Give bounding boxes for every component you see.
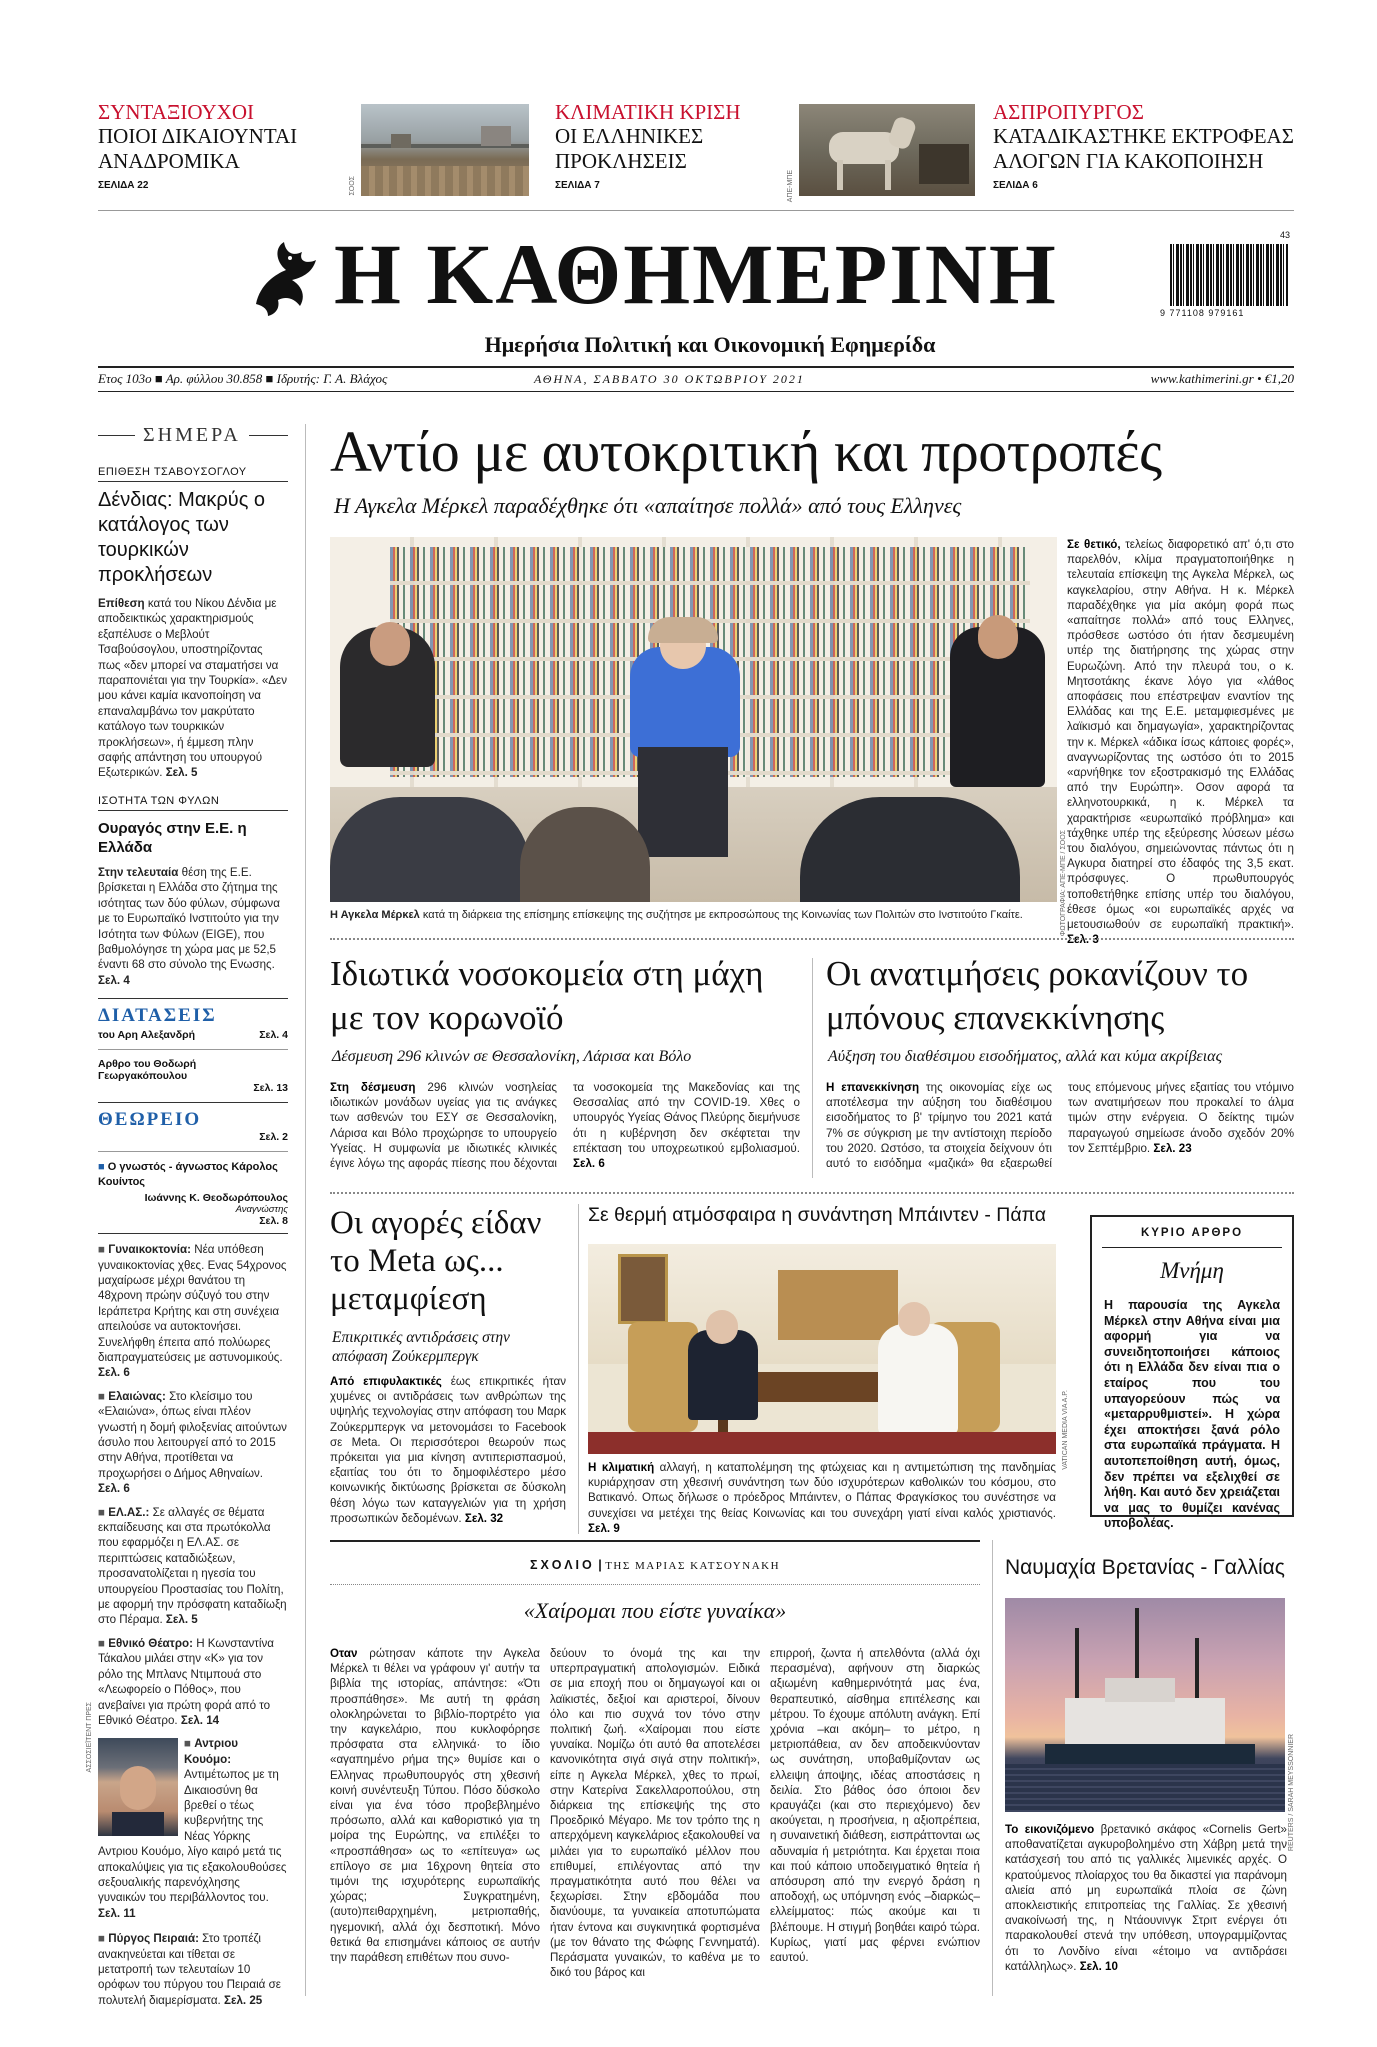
teaser-photo-credit: ΑΠΕ-ΜΠΕ [787,170,794,203]
naval-photo-credit: REUTERS / SARAH MEYSSONNIER [1288,1734,1295,1852]
teaser-kicker: ΑΣΠΡΟΠΥΡΓΟΣ [993,100,1144,124]
brief-item[interactable]: ■ Γυναικοκτονία: Νέα υπόθεση γυναικοκτονίας χθες. Ενας 54χρονος μαχαίρωσε μέχρι θανάτου τη 48χρονη πρώην σύζυγό του στην Ιεράπετρα Κρήτης και στη συνέχεια απειλούσε να αυτοκτονήσει. Συνελήφθη έπειτα από πολύωρες διαπραγματεύσεις με αστυνομικούς. Σελ. 6 [98,1243,287,1380]
column-text-1: Οταν ρώτησαν κάποτε την Αγκελα Μέρκελ τι θέλει να γράφουν γι' αυτήν τα βιβλία της ιστορίας, απάντησε: «Ότι προσπάθησε». Με αυτή τη φράση ολοκληρώνεται το βιβλίο-πορτρέτο για την καγκελάριο, που κυκλοφόρησε πρόσφατα στα ελληνικά· το ίδιο «αγαπημένο ρήμα της» θυμίσε και ο Ελληνας πρωθυπουργός στη χθεσινή κοινή συνέντευξη Τύπου. Πόσο δύσκολο είναι για ένα τόσο προβεβλημένο πρόσωπο, αλλά και καθοριστικό για τη μοίρα της Ευρώπης, να επιλέξει το «προσπάθησα» ως το «επίτευγα» ως επίλογο σε μια 16χρονη θητεία στο τιμόνι της ισχυρότερης ευρωπαϊκής χώρας; Συγκρατημένη, (αυτο)πειθαρχημένη, μετριοπαθής, ηγεμονική, αλλά όχι δεσποτική. Μόνο θετικά θα επισημάνει κάποιος σε αυτήν την παράθεση επιθέτων που συνο- [330,1647,540,1965]
teaser-photo-climate[interactable] [361,104,529,196]
griffin-logo-icon [246,234,324,320]
teaser-headline: ΠΟΙΟΙ ΔΙΚΑΙΟΥΝΤΑΙ ΑΝΑΔΡΟΜΙΚΑ [98,124,298,173]
sidebar-label: ΣΗΜΕΡΑ [98,424,288,448]
teaser-horses[interactable] [993,100,1303,191]
hospitals-text: Στη δέσμευση 296 κλινών νοσηλείας ιδιωτικών μονάδων υγείας για τις ανάγκες των ασθενών του ΕΣΥ σε Θεσσαλονίκη, Λάρισα και Βόλο προχώρησε το υπουργείο Υγείας. Η συμφωνία με ιδιωτικές κλινικές έγινε λόγω της αφοράς πίεσης που δέχονται τα νοσοκομεία της Μακεδονίας και της Θεσσαλίας από την COVID-19. Χθες ο υπουργός Υγείας Θάνος Πλεύρης διεμήνυσε ότι η κυβέρνηση δεν σκέφτεται την επέκταση του υποχρεωτικού εμβολιασμού. Σελ. 6 [330,1081,800,1171]
teaser-kicker: ΚΛΙΜΑΤΙΚΗ ΚΡΙΣΗ [555,100,741,124]
hospitals-deck: Δέσμευση 296 κλινών σε Θεσσαλονίκη, Λάρισα και Βόλο [332,1048,692,1065]
theorio-author: Ιωάννης Κ. Θεοδωρόπουλος [144,1192,288,1205]
teaser-photo-credit: ΣΟΟΣ [349,176,356,196]
lead-photo-caption: Η Αγκελα Μέρκελ κατά τη διάρκεια της επίσημης επίσκεψης της συζήτησε με εκπροσώπους της Κοινωνίας των Πολιτών στο Ινστιτούτο Γκαίτε. [330,909,1023,921]
dotted-divider [330,938,1294,940]
barcode-number: 9 771108 979161 [1160,308,1245,318]
prices-text: Η επανεκκίνηση της οικονομίας είχε ως αποτέλεσμα την αύξηση του διαθέσιμου εισοδήματος το β' τρίμηνο του 2021 κατά 7% σε σύγκριση με την αντίστοιχη περίοδο του 2020. Ωστόσο, τα στοιχεία δείχνουν ότι αυτό το εισόδημα «μαζικά» θα εξαερωθεί τους επόμενους μήνες εξαιτίας του ντόμινο των ανατιμήσεων που προκαλεί το άλμα τιμών στην ενέργεια. Ο δείκτης τιμών παραγωγού σημείωσε άνοδο σχεδόν 20% τον Σεπτέμβριο. Σελ. 23 [826,1081,1294,1171]
divider [98,210,1294,211]
prices-deck: Αύξηση του διαθέσιμου εισοδήματος, αλλά και κύμα ακρίβειας [828,1048,1223,1065]
theorio-page: Σελ. 8 [259,1215,288,1228]
divider [98,366,1294,368]
sidebar-story-body: Στην τελευταία θέση της Ε.Ε. βρίσκεται η Ελλάδα στο ζήτημα της ισότητας των δύο φύλων, σύμφωνα με το Ευρωπαϊκό Ινστιτούτο για την Ισότητα των Φύλων (EIGE), που βαθμολόγησε τη χώρα μας με 52,5 έναντι 68 στο σύνολο της Ενωσης. Σελ. 4 [98,865,280,987]
teaser-page: ΣΕΛΙΔΑ 6 [993,180,1038,191]
column-label: ΣΧΟΛΙΟ | ΤΗΣ ΜΑΡΙΑΣ ΚΑΤΣΟΥΝΑΚΗ [529,1558,781,1572]
brief-item[interactable]: ■ ΕΛ.ΑΣ.: Σε αλλαγές σε θέματα εκπαίδευσης και στα πρωτόκολλα που εφαρμόζει η ΕΛ.ΑΣ. σε περιπτώσεις καταδιώξεων, προσανατολίζεται η ηγεσία του υπουργείου Προστασίας του Πολίτη, με αφορμή την πρόσφατη καταδίωξη στο Πέραμα. Σελ. 5 [98,1505,287,1627]
pope-photo[interactable] [588,1244,1056,1454]
sidebar-kicker: ΙΣΟΤΗΤΑ ΤΩΝ ΦΥΛΩΝ [98,794,220,807]
website-price[interactable]: www.kathimerini.gr • €1,20 [1150,371,1294,386]
lead-photo-credit: ΦΩΤΟΓΡΑΦΙΑ: ΑΠΕ-ΜΠΕ / ΣΟΟΣ [1060,830,1067,937]
column-text-3: επιρροή, ζωντα ή απελθόντα (αλλά όχι περασμένα), αφήνουν στη διαρκώς αξιωμένη καθημερινότητά μας ένα, θεραπευτικό, αίσθημα επιτέλεσης και μέτρου. Το έχουμε απόλυτη ανάγκη. Επί χρόνια –και ακόμη– το μέτρο, η μετριοπάθεια, αν δεν αποδεικνύονταν ως συνάτηση, υποβαθμίζονταν ως ελλειψη άποψης, ιδέας αποστάσεις η δειλία. Στο βάθος όσο όποιοι δεν κραυγάζει (και στο περιεχόμενο) δεν ακούγεται, η προσήνεια, η αξιοπρέπεια, η συναινετική διάθεση, εισπράττονται ως αδυναμία ή μετριότητα. Και έρχεται ποια και πού κάποιο υποδειγματικό θητεία ή απόσυρση από την ενεργό δράση η αποδοχή, ως υπόμνηση ενός –διαρκώς– ελλείμματος: πώς ακούμε και τι βλέπουμε. Η στιγμή βοηθάει καιρό τώρα. Κυρίως, γιατί μας φέρνει ενώπιον εαυτού. [770,1647,980,1965]
lead-headline[interactable]: Αντίο με αυτοκριτική και προτροπές [330,419,1162,484]
lead-deck: Η Αγκελα Μέρκελ παραδέχθηκε ότι «απαίτησε πολλά» από τους Ελληνες [334,493,962,518]
pope-photo-credit: VATICAN MEDIA VIA A.P. [1062,1390,1069,1470]
sidebar-story-title[interactable]: Ουραγός στην Ε.Ε. η Ελλάδα [98,819,247,856]
diataseis-item[interactable]: Αρθρο του Θοδωρή Γεωργακόπουλου [98,1058,197,1083]
sidebar-story-title[interactable]: Δένδιας: Μακρύς ο κατάλογος των τουρκικών προκλήσεων [98,489,266,586]
teaser-page: ΣΕΛΙΔΑ 7 [555,180,600,191]
teaser-photo-horses[interactable] [799,104,975,196]
sidebar-kicker: ΕΠΙΘΕΣΗ ΤΣΑΒΟΥΣΟΓΛΟΥ [98,466,247,478]
pope-headline[interactable]: Σε θερμή ατμόσφαιρα η συνάντηση Μπάιντεν - Πάπα [588,1204,1047,1226]
brief-item[interactable]: ■ Αντριου Κουόμο: Αντιμέτωπος με τη Δικαιοσύνη θα βρεθεί ο τέως κυβερνήτης της Νέας Υόρκης Αντριου Κουόμο, λίγο καιρό μετά τις αποκαλύψεις για τις εξακολουθούσες σεξουαλικής παρενόχλησης γυναικών του περιβάλλοντος του. Σελ. 11 [98,1737,287,1920]
barcode [1160,230,1290,328]
column-divider [812,958,813,1178]
editorial-label: ΚΥΡΙΟ ΑΡΘΡΟ [1140,1227,1244,1239]
editorial-box [1090,1215,1294,1531]
divider [98,391,1294,392]
sidebar [98,424,288,2008]
theorio-label: ΘΕΩΡΕΙΟ [98,1109,202,1131]
pope-text: Η κλιματική αλλαγή, η καταπολέμηση της φτώχειας και η αντιμετώπιση της πανδημίας κυριάρχησαν στη χθεσινή συνάντηση των δύο ισχυρότερων καθολικών του κόσμου, στο Βατικανό. Οπως δήλωσε ο πρόεδρος Μπάιντεν, ο Πάπας Φραγκίσκος του συνέστησε να συνεχίσει να μετέχει της θείας Κοινωνίας και του συνεχάρη γιατί είναι καλός χριστιανός. Σελ. 9 [588,1461,1056,1535]
hospitals-headline[interactable]: Ιδιωτικά νοσοκομεία στη μάχη με τον κορωνοϊό [330,954,764,1037]
column-divider [578,1204,579,1534]
diataseis-label: ΔΙΑΤΑΣΕΙΣ [98,1005,217,1027]
lead-photo[interactable] [330,537,1057,902]
lead-story-text: Σε θετικό, τελείως διαφορετικό απ' ό,τι στο παρελθόν, κλίμα πραγματοποιήθηκε η τελευταία επίσκεψη της Αγκελα Μέρκελ, ως καγκελαρίου, στην Αθήνα. Η κ. Μέρκελ παραδέχθηκε για μία ακόμη φορά πως «απαίτησε πολλά» από τους Ελληνες, πρόσθεσε ωστόσο ότι ήταν δεσμευμένη υπέρ της διατήρησης της χώρας στην Ευρωζώνη. Από την πλευρά του, ο κ. Μητσοτάκης έκανε λόγο για «λάθος αποφάσεις που επέστρεψαν εναντίον της Ελλάδας και της Ε.Ε. μεταμφιεσμένες με λαϊκισμό και δημαγωγία», χαρακτηρίζοντας την κ. Μέρκελ «άδικα ίσως κάποιες φορές», αναγνωρίζοντας της ωστόσο ότι το 2015 «αρνήθηκε τον εξοστρακισμό της Ελλάδας από την Ευρώπη». Οσον αφορά τα ελληνοτουρκικά, η κ. Μέρκελ τα χαρακτήρισε «ευρωπαϊκό πρόβλημα» και τάχθηκε υπέρ της εξεύρεσης λύσεων μέσω του διαλόγου, σημειώνοντας πάντως ότι η Αγκυρα διατηρεί στο έδαφός της 3,5 εκατ. πρόσφυγες. Ο πρωθυπουργός τοποθετήθηκε επίσης υπέρ του διαλόγου, έθεσε όμως «οι ευρωπαϊκές αρχές να μετουσιωθούν σε ευρωπαϊκή πρακτική». Σελ. 3 [1067,538,1294,947]
teaser-climate[interactable] [555,100,775,191]
teaser-pensioners[interactable] [98,100,348,191]
cuomo-photo [98,1738,178,1836]
column-divider [992,1540,993,1996]
naval-photo[interactable] [1005,1598,1285,1812]
teaser-headline: ΟΙ ΕΛΛΗΝΙΚΕΣ ΠΡΟΚΛΗΣΕΙΣ [555,124,704,173]
meta-text: Από επιφυλακτικές έως επικριτικές ήταν χυμένες οι αντιδράσεις των ανθρώπων της υψηλής τεχνολογίας στην απόφαση του Μαρκ Ζούκερμπεργκ να μετονομάσει το Facebook σε Meta. Οι περισσότεροι θεωρούν πως πρόκειται για μια κίνηση αντιπερισπασμού, εξαιτίας του ότι το δημοφιλέστερο μέσο κοινωνικής δικτύωσης βρίσκεται σε δύσκολη θέση λόγω των καταγγελιών για τη χρήση προσωπικών δεδομένων. Σελ. 32 [330,1375,566,1525]
cuomo-photo-credit: ΑΣΣΟΣΙΕΪΤΕΝΤ ΠΡΕΣ [86,1702,93,1773]
sidebar-story-body: Επίθεση κατά του Νίκου Δένδια με αποδεικτικώς χαρακτηρισμούς εξαπέλυσε ο Μεβλούτ Τσαβούσογλου, υποστηρίζοντας πως «δεν μπορεί να σταματήσει να παραπονιέται για την Τουρκία». «Δεν μου κάνει καμία ικανοποίηση να επαναλαμβάνω τον μακρύτατο κατάλογο των τουρκικών προκλήσεων», ή έμμεση πλην σαφής απάντηση του υπουργού Εξωτερικών. Σελ. 5 [98,597,288,780]
dotted-divider [330,1192,1294,1194]
column-title[interactable]: «Χαίρομαι που είστε γυναίκα» [523,1598,787,1623]
teaser-kicker: ΣΥΝΤΑΞΙΟΥΧΟΙ [98,100,254,124]
barcode-issue: 43 [1279,230,1290,240]
theorio-item[interactable]: ■ Ο γνωστός - άγνωστος Κάρολος Κουίντος [98,1161,278,1189]
theorio-page: Σελ. 2 [259,1131,288,1144]
editorial-title[interactable]: Μνήμη [1160,1258,1224,1283]
dotted-divider [330,1584,980,1585]
issue-info: Ετος 103ο ■ Αρ. φύλλου 30.858 ■ Ιδρυτής: Γ. Α. Βλάχος [98,371,388,386]
diataseis-page: Σελ. 13 [253,1082,288,1095]
brief-item[interactable]: ■ Εθνικό Θέατρο: Η Κωνσταντίνα Τάκαλου μιλάει στην «Κ» για τον ρόλο της Μπλανς Ντιμπουά στο «Λεωφορείο ο Πόθος», που ανεβαίνει για πρώτη φορά από το Εθνικό Θέατρο. Σελ. 14 [98,1636,274,1727]
divider [330,1540,980,1542]
meta-headline[interactable]: Οι αγορές είδαν το Meta ως... μεταμφίεση [330,1205,542,1317]
masthead-subtitle: Ημερήσια Πολιτική και Οικονομική Εφημερίδα [484,332,936,357]
theorio-role: Αναγνώστης [235,1204,288,1216]
date-line: ΑΘΗΝΑ, ΣΑΒΒΑΤΟ 30 ΟΚΤΩΒΡΙΟΥ 2021 [534,372,805,386]
brief-item[interactable]: ■ Πύργος Πειραιά: Στο τροπέζι ανακηνεύεται και τίθεται σε μετατροπή των τελευταίων 10 ορόφων του πύργου του Πειραιά σε πολυτελή διαμερίσματα. Σελ. 25 [98,1932,281,2007]
column-text-2: δεύουν το όνομά της και την υπερπραγματική απολογισμών. Ειδικά σε μια εποχή που οι δημαγωγοί και οι λαϊκιστές, δεξιοί και αριστεροί, δίνουν όλο και πιο συχνά τον τόνο στην πολιτική ζωή. «Χαίρομαι που είστε γυναίκα. Νομίζω ότι αυτό θα αποτελέσει κανονικότητα σιγά σιγά στην πολιτική», είπε η Αγκελα Μέρκελ, χθες το πρωί, στην Κατερίνα Σακελλαροπούλου, στη διάρκεια της επίσκεψής της στο Προεδρικό Μέγαρο. Με τον τρόπο της η απερχόμενη καγκελάριος εξακολουθεί να μιλάει για το ευρωπαϊκό μέλλον που επιθυμεί, επιλέγοντας από την πραγματικότητα αυτό που θέλει να ξεχωρίσει. Στην εβδομάδα που διανύουμε, τα γυναικεία αποτυπώματα ήταν έντονα και συγκινητικά φορτισμένα (με τον θάνατο της Φώφης Γεννηματά). Περάσματα γυναικών, το καθένα με το δικό του βάρος και [550,1647,760,1980]
teaser-headline: ΚΑΤΑΔΙΚΑΣΤΗΚΕ ΕΚΤΡΟΦΕΑΣ ΑΛΟΓΩΝ ΓΙΑ ΚΑΚΟΠΟΙΗΣΗ [993,124,1294,173]
naval-headline[interactable]: Ναυμαχία Βρετανίας - Γαλλίας [1005,1556,1285,1579]
diataseis-item[interactable]: του Αρη Αλεξανδρή Σελ. 4 [98,1029,288,1042]
meta-deck: Επικριτικές αντιδράσεις στην απόφαση Ζούκερμπεργκ [332,1329,510,1365]
teaser-page: ΣΕΛΙΔΑ 22 [98,180,149,191]
column-divider [305,424,306,1996]
prices-headline[interactable]: Οι ανατιμήσεις ροκανίζουν το μπόνους επανεκκίνησης [826,954,1249,1037]
brief-item[interactable]: ■ Ελαιώνας: Στο κλείσιμο του «Ελαιώνα», όπως είναι πλέον γνωστή η δομή φιλοξενίας αιτούντων άσυλο που λειτουργεί από το 2015 στην Αθήνα, προτίθεται να προχωρήσει ο Δήμος Αθηναίων. Σελ. 6 [98,1389,287,1496]
editorial-text: Η παρουσία της Αγκελα Μέρκελ στην Αθήνα είναι μια αφορμή για να συνειδητοποιήσει κάποιος ότι η Ελλάδα δεν είναι πια ο εταίρος που του υπαγορεύουν πώς να «μεταρρυθμιστεί». Η χώρα έχει αποκτήσει ξανά ρόλο στα ευρωπαϊκά πράγματα. Η αυτοπεποίθηση αυτή, όμως, δεν πρέπει να εξελιχθεί σε λήθη. Και αυτό δεν χρειάζεται να μας το θυμίζει κανένας υποβολέας. [1104,1298,1280,1531]
masthead-title[interactable]: Η ΚΑΘΗΜΕΡΙΝΗ [334,226,1058,322]
naval-text: Το εικονιζόμενο βρετανικό σκάφος «Cornelis Gert» αποθανατίζεται αγκυροβολημένο στη Χάβρη μετά την κατάσχεσή του από τις γαλλικές λιμενικές αρχές. Ο κρατούμενος πλοίαρχος του θα δικαστεί για παράνομη αλιεία από μη ευρωπαϊκά πλοία σε ζώνη αποκλειστικής επιτροπείας της Γαλλίας. Σε χθεσινή ανακοίνωσή της, η Ντάουνινγκ Στριτ ενέργει ότι παρακολουθεί στενά την υπόθεση, υπογραμμίζοντας ότι το Λονδίνο είναι «έτοιμο να αντιδράσει κατάλληλως». Σελ. 10 [1005,1823,1287,1973]
